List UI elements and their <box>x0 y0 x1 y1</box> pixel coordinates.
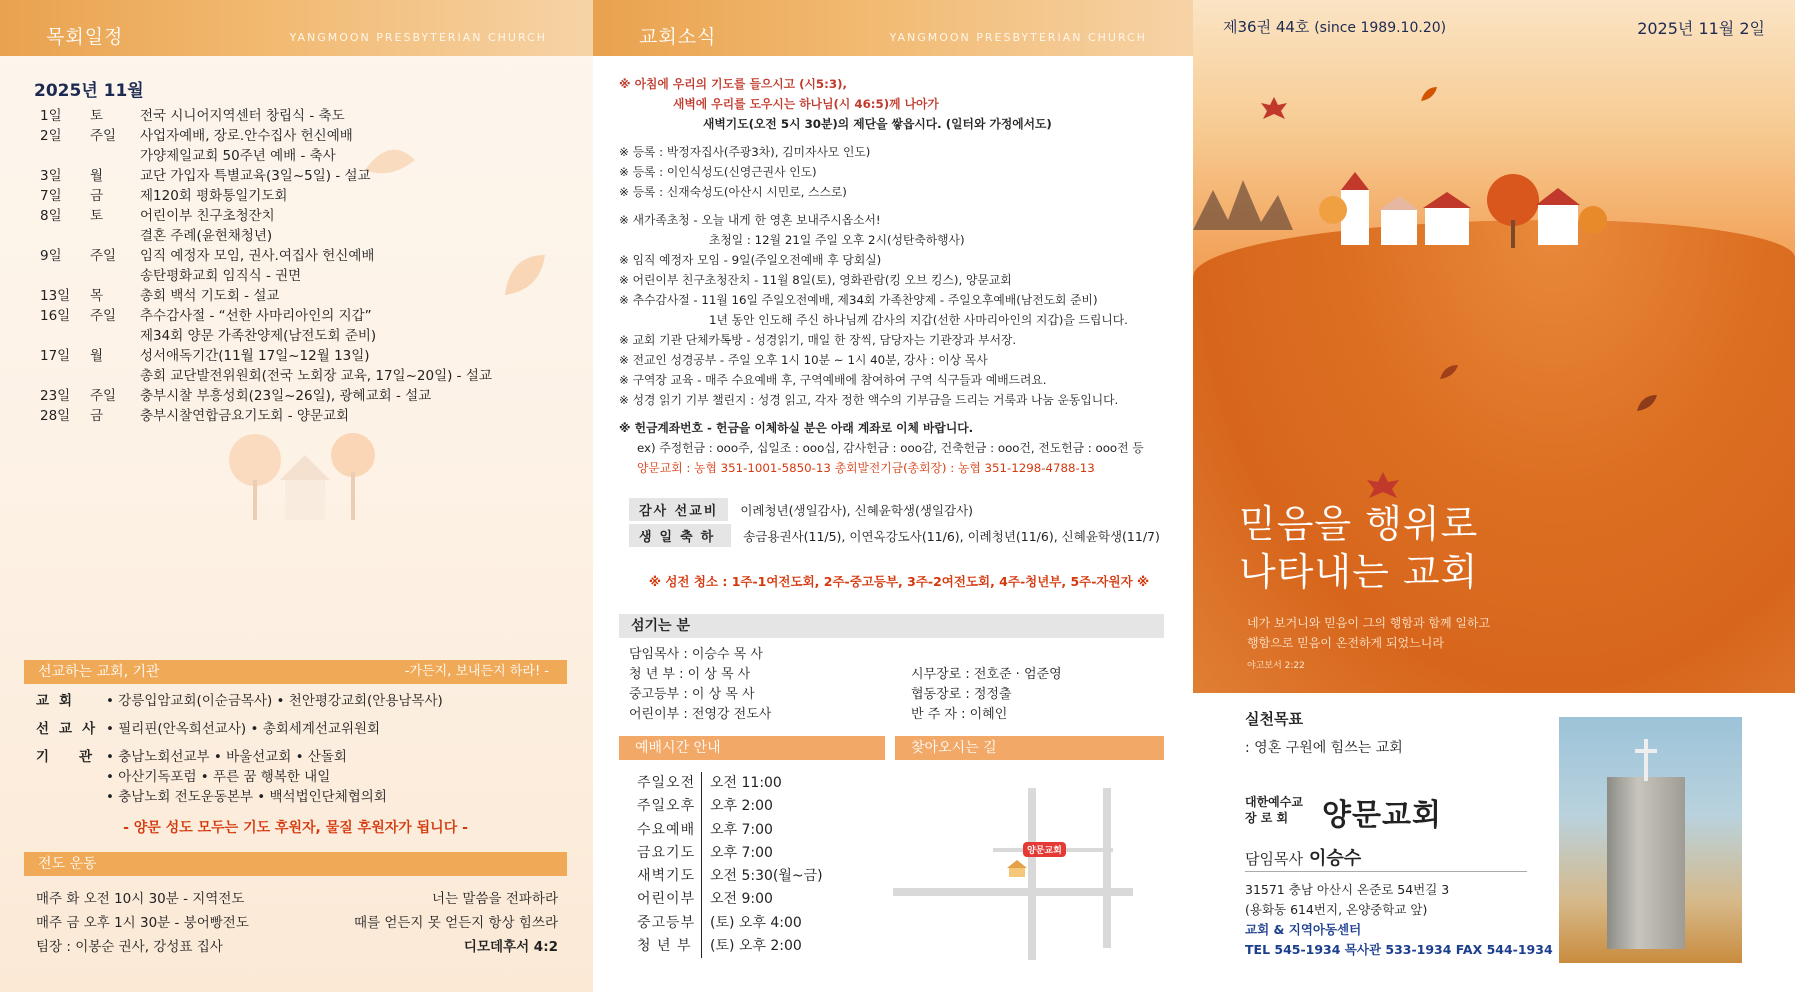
schedule-weekday: 금 <box>90 188 104 204</box>
worship-time-row <box>637 912 837 935</box>
location-map <box>893 770 1175 972</box>
maple-leaf-icon <box>1259 95 1289 121</box>
schedule-event: 제120회 평화통일기도회 <box>140 188 288 204</box>
news-item: 1년 동안 인도해 주신 하나님께 감사의 지갑(선한 사마리아인의 지갑)을 드립니다. <box>709 313 1128 327</box>
service-name: 금요기도 <box>637 842 702 865</box>
schedule-weekday: 주일 <box>90 248 117 264</box>
schedule-event: 총회 교단발전위원회(전국 노회장 교육, 17일~20일) - 설교 <box>140 368 492 384</box>
schedule-day <box>40 266 90 286</box>
worship-times-title: 예배시간 안내 <box>635 740 721 756</box>
schedule-weekday: 주일 <box>90 308 117 324</box>
denomination <box>1245 794 1303 826</box>
evangelism-verse: 너는 말씀을 전파하라 <box>432 891 558 907</box>
worship-time-row <box>637 935 837 958</box>
evangelism-verse: 때를 얻든지 못 얻든지 항상 힘쓰라 <box>353 915 558 931</box>
senior-pastor <box>1245 844 1361 870</box>
staff-list <box>629 645 1189 725</box>
schedule-event: 전국 시니어지역센터 창립식 - 축도 <box>140 108 345 124</box>
contact-phones: TEL 545-1934 목사관 533-1934 FAX 544-1934 <box>1245 942 1553 957</box>
schedule-day: 17일 <box>40 348 71 364</box>
bank-accounts: 양문교회 : 농협 351-1001-5850-13 총회발전기금(총회장) : 농협 351-1298-4788-13 <box>637 461 1095 475</box>
bible-verse <box>1247 613 1490 653</box>
mission-church-label: 교회 <box>36 693 83 709</box>
pastor-name: 이승수 <box>1308 848 1362 869</box>
schedule-row <box>40 186 580 206</box>
schedule-event: 충부시찰연합금요기도회 - 양문교회 <box>140 408 350 424</box>
schedule-day <box>40 146 90 166</box>
mission-org-line: • 아산기독포럼 • 푸른 꿈 행복한 내일 <box>106 769 331 785</box>
schedule-row <box>40 326 580 346</box>
schedule-weekday <box>90 226 140 246</box>
thanks-row <box>629 498 973 521</box>
evangelism-line: 매주 금 오후 1시 30분 - 붕어빵전도 <box>36 915 249 931</box>
schedule-day: 3일 <box>40 168 62 184</box>
map-road <box>1103 788 1111 948</box>
news-item: ※ 임직 예정자 모임 - 9일(주일오전예배 후 당회실) <box>619 253 882 267</box>
maple-leaf-icon <box>1365 470 1401 500</box>
church-location-pin: 양문교회 <box>1023 842 1066 857</box>
schedule-day: 13일 <box>40 288 71 304</box>
leaf-icon <box>1419 85 1439 103</box>
cleaning-schedule: ※ 성전 청소 : 1주-1여전도회, 2주-중고등부, 3주-2여전도회, 4주-청년부, 5주-자원자 ※ <box>648 574 1150 589</box>
service-time: 오전 11:00 <box>710 775 782 791</box>
service-time: 오후 2:00 <box>710 798 773 815</box>
schedule-weekday: 토 <box>90 108 104 124</box>
church-building-icon <box>1005 858 1029 878</box>
schedule-weekday: 월 <box>90 348 104 364</box>
schedule-row <box>40 386 580 406</box>
staff-entry: 어린이부 : 전영강 전도사 <box>629 707 772 722</box>
schedule-event: 사업자예배, 장로.안수집사 헌신예배 <box>140 128 353 144</box>
news-item: ※ 추수감사절 - 11월 16일 주일오전예배, 제34회 가족찬양제 - 주일오후예배(남전도회 준비) <box>619 293 1098 307</box>
news-item: ※ 등록 : 신재숙성도(아산시 시민로, 스스로) <box>619 185 847 199</box>
volume-number <box>1223 16 1446 37</box>
news-item: ※ 성경 읽기 기부 챌린지 : 성경 읽고, 각자 정한 액수의 기부금을 드리는 거룩과 나눔 운동입니다. <box>619 393 1119 407</box>
worship-times-bar <box>619 736 885 760</box>
motto-line: 나타내는 교회 <box>1239 550 1479 594</box>
news-panel <box>593 0 1193 992</box>
church-tower <box>1607 777 1685 949</box>
schedule-weekday <box>90 366 140 386</box>
news-item: 초청일 : 12월 21일 주일 오후 2시(성탄축하행사) <box>709 233 965 247</box>
support-statement: - 양문 성도 모두는 기도 후원자, 물질 후원자가 됩니다 - <box>123 820 468 836</box>
schedule-event: 추수감사절 - “선한 사마리아인의 지갑” <box>140 308 372 324</box>
verse-reference: 야고보서 2:22 <box>1247 661 1305 671</box>
goal-text: : 영혼 구원에 힘쓰는 교회 <box>1245 740 1403 756</box>
cover-panel <box>1193 0 1795 992</box>
schedule-day: 16일 <box>40 308 71 324</box>
schedule-day: 8일 <box>40 208 62 224</box>
worship-time-row <box>637 772 837 795</box>
schedule-event: 충부시찰 부흥성회(23일~26일), 광혜교회 - 설교 <box>140 388 432 404</box>
service-name: 수요예배 <box>637 819 702 842</box>
evangelism-reference: 디모데후서 4:2 <box>463 939 558 955</box>
schedule-day: 7일 <box>40 188 62 204</box>
schedule-title: 목회일정 <box>46 26 124 48</box>
mission-title: 선교하는 교회, 기관 <box>38 664 160 680</box>
offering-info: ※ 헌금계좌번호 - 헌금을 이체하실 분은 아래 계좌로 이체 바랍니다. <box>619 421 974 435</box>
schedule-row <box>40 206 580 226</box>
leaf-icon <box>1635 393 1659 413</box>
schedule-weekday <box>90 266 140 286</box>
staff-entry: 시무장로 : 전호준 · 엄준영 <box>911 667 1062 682</box>
schedule-event: 성서애독기간(11월 17일~12월 13일) <box>140 348 370 364</box>
service-name: 새벽기도 <box>637 865 702 888</box>
staff-entry: 반 주 자 : 이혜인 <box>911 707 1008 722</box>
news-item: ※ 등록 : 박정자집사(주광3차), 김미자사모 인도) <box>619 145 871 159</box>
denomination-line: 대한예수교 <box>1245 795 1303 809</box>
schedule-weekday <box>90 146 140 166</box>
evangelism-line: 팀장 : 이봉순 권사, 강성표 집사 <box>36 939 223 955</box>
news-item: ※ 구역장 교육 - 매주 수요예배 후, 구역예배에 참여하여 구역 식구들과 예배드려요. <box>619 373 1047 387</box>
schedule-row <box>40 306 580 326</box>
news-header <box>593 0 1193 56</box>
schedule-row <box>40 146 580 166</box>
church-english-name: YANGMOON PRESBYTERIAN CHURCH <box>889 31 1147 44</box>
mission-list <box>36 691 566 807</box>
news-item: ※ 새가족초청 - 오늘 내게 한 영혼 보내주시옵소서! <box>619 213 881 227</box>
offering-example: ex) 주정헌금 : ooo주, 십일조 : ooo십, 감사헌금 : ooo감, 건축헌금 : ooo건, 전도헌금 : ooo전 등 <box>637 441 1144 455</box>
schedule-weekday: 월 <box>90 168 104 184</box>
service-time: 오전 9:00 <box>710 891 773 908</box>
birthday-row <box>629 524 1160 547</box>
staff-section-bar <box>619 614 1164 638</box>
news-item: 새벽기도(오전 5시 30분)의 제단을 쌓읍시다. (일터와 가정에서도) <box>703 117 1052 131</box>
mission-missionary-label: 선교사 <box>36 721 106 737</box>
schedule-event: 가양제일교회 50주년 예배 - 축사 <box>140 148 336 164</box>
mission-missionary: • 필리핀(안옥희선교사) • 총회세계선교위원회 <box>106 721 381 737</box>
schedule-row <box>40 166 580 186</box>
map-road <box>893 888 1133 896</box>
divider <box>1245 871 1527 872</box>
church-building-photo <box>1559 717 1742 963</box>
map-road <box>1028 788 1036 960</box>
pastor-label: 담임목사 <box>1245 850 1303 868</box>
cross-icon <box>1631 739 1661 781</box>
month-label: 2025년 11월 <box>34 81 144 101</box>
service-time: 오전 5:30(월~금) <box>710 868 823 885</box>
schedule-row <box>40 126 580 146</box>
church-motto <box>1239 500 1478 596</box>
service-time: 오후 7:00 <box>710 821 773 838</box>
staff-entry: 청 년 부 : 이 상 목 사 <box>629 667 751 682</box>
mission-org-line: • 충남노회 전도운동본부 • 백석법인단체협의회 <box>106 789 387 805</box>
service-time: (토) 오후 4:00 <box>710 914 802 931</box>
schedule-day: 28일 <box>40 408 71 424</box>
news-item: ※ 등록 : 이인식성도(신영근권사 인도) <box>619 165 817 179</box>
worship-time-row <box>637 795 837 818</box>
schedule-row <box>40 366 580 386</box>
birthday-label: 생일축하 <box>629 524 731 547</box>
schedule-event: 결혼 주례(윤현채청년) <box>140 228 273 244</box>
church-name: 양문교회 <box>1322 798 1442 833</box>
leaf-icon <box>1438 363 1460 381</box>
church-address <box>1245 880 1553 960</box>
news-item: ※ 교회 기관 단체카톡방 - 성경읽기, 매일 한 장씩, 담당자는 기관장과 부서장. <box>619 333 1017 347</box>
schedule-row <box>40 226 580 246</box>
schedule-event: 송탄평화교회 임직식 - 권면 <box>140 268 302 284</box>
service-name: 주일오전 <box>637 772 702 795</box>
schedule-weekday: 토 <box>90 208 104 224</box>
schedule-day: 9일 <box>40 248 62 264</box>
staff-entry: 협동장로 : 정정출 <box>911 687 1012 702</box>
schedule-weekday <box>90 326 140 346</box>
worship-time-row <box>637 865 837 888</box>
news-item: ※ 전교인 성경공부 - 주일 오후 1시 10분 ~ 1시 40분, 강사 : 이상 목사 <box>619 353 988 367</box>
mission-org-label: 기관 <box>36 749 123 765</box>
mission-church: • 강릉입암교회(이순금목사) • 천안평강교회(안용남목사) <box>106 693 443 709</box>
schedule-panel <box>0 0 593 992</box>
schedule-weekday: 주일 <box>90 388 117 404</box>
service-name: 주일오후 <box>637 795 702 818</box>
service-name: 어린이부 <box>637 888 702 911</box>
schedule-row <box>40 346 580 366</box>
goal-title: 실천목표 <box>1245 710 1303 728</box>
schedule-event: 제34회 양문 가족찬양제(남전도회 준비) <box>140 328 377 344</box>
schedule-event: 교단 가입자 특별교육(3일~5일) - 설교 <box>140 168 371 184</box>
evangelism-section-bar <box>24 852 567 876</box>
schedule-weekday: 목 <box>90 288 104 304</box>
schedule-day: 2일 <box>40 128 62 144</box>
evangelism-line: 매주 화 오전 10시 30분 - 지역전도 <box>36 891 245 907</box>
schedule-day: 1일 <box>40 108 62 124</box>
mission-slogan: -가든지, 보내든지 하라! - <box>404 664 549 679</box>
address-line: 31571 충남 아산시 온준로 54번길 3 <box>1245 882 1450 897</box>
house-illustration <box>225 420 375 530</box>
schedule-row <box>40 286 580 306</box>
since-label: (since 1989.10.20) <box>1314 20 1447 36</box>
schedule-row <box>40 246 580 266</box>
thanks-label: 감사 선교비 <box>629 498 728 521</box>
verse-line: 행함으로 믿음이 온전하게 되었느니라 <box>1247 636 1444 650</box>
news-item: 새벽에 우리를 도우시는 하나님(시 46:5)께 나아가 <box>673 97 939 111</box>
schedule-header <box>0 0 593 56</box>
schedule-day <box>40 226 90 246</box>
thanks-value: 이례청년(생일감사), 신혜윤학생(생일감사) <box>740 502 974 518</box>
worship-time-row <box>637 888 837 911</box>
mission-org-line: • 충남노회선교부 • 바울선교회 • 산돌회 <box>106 749 347 765</box>
service-time: (토) 오후 2:00 <box>710 938 802 955</box>
schedule-day <box>40 326 90 346</box>
address-line: (용화동 614번지, 온양중학교 앞) <box>1245 902 1428 917</box>
schedule-weekday: 금 <box>90 408 104 424</box>
worship-time-row <box>637 819 837 842</box>
schedule-event: 총회 백석 기도회 - 설교 <box>140 288 280 304</box>
schedule-day: 23일 <box>40 388 71 404</box>
church-english-name: YANGMOON PRESBYTERIAN CHURCH <box>289 31 547 44</box>
verse-line: 네가 보거니와 믿음이 그의 행함과 함께 일하고 <box>1247 616 1491 630</box>
schedule-event: 어린이부 친구초청잔치 <box>140 208 275 224</box>
village-illustration <box>1193 150 1795 260</box>
schedule-event: 임직 예정자 모임, 권사.여집사 헌신예배 <box>140 248 375 264</box>
denomination-line: 장 로 회 <box>1245 811 1289 825</box>
evangelism-title: 전도 운동 <box>38 856 97 872</box>
schedule-row <box>40 406 580 426</box>
news-item: ※ 어린이부 친구초청잔치 - 11월 8일(토), 영화관람(킹 오브 킹스), 양문교회 <box>619 273 1012 287</box>
service-time: 오후 7:00 <box>710 844 773 861</box>
bulletin-date: 2025년 11월 2일 <box>1637 19 1765 38</box>
worship-time-row <box>637 842 837 865</box>
volume-label: 제36권 44호 <box>1223 18 1310 36</box>
service-name: 청 년 부 <box>637 935 702 958</box>
schedule-row <box>40 106 580 126</box>
schedule-list <box>40 106 580 426</box>
directions-bar <box>895 736 1164 760</box>
staff-title: 섬기는 분 <box>631 618 690 634</box>
schedule-day <box>40 366 90 386</box>
news-title: 교회소식 <box>639 26 717 48</box>
service-name: 중고등부 <box>637 912 702 935</box>
motto-line: 믿음을 행위로 <box>1239 502 1479 546</box>
address-line: 교회 & 지역아동센터 <box>1245 922 1362 937</box>
news-item: ※ 아침에 우리의 기도를 들으시고 (시5:3), <box>619 77 847 91</box>
worship-times-list <box>637 772 837 958</box>
news-list <box>619 74 1189 478</box>
schedule-row <box>40 266 580 286</box>
directions-title: 찾아오시는 길 <box>911 740 997 756</box>
staff-entry: 담임목사 : 이승수 목 사 <box>629 647 763 662</box>
staff-entry: 중고등부 : 이 상 목 사 <box>629 687 755 702</box>
schedule-weekday: 주일 <box>90 128 117 144</box>
mission-section-bar <box>24 660 567 684</box>
evangelism-list <box>36 887 558 959</box>
birthday-value: 송금용권사(11/5), 이연옥강도사(11/6), 이례청년(11/6), 신혜윤학생(11/7) <box>743 528 1160 544</box>
